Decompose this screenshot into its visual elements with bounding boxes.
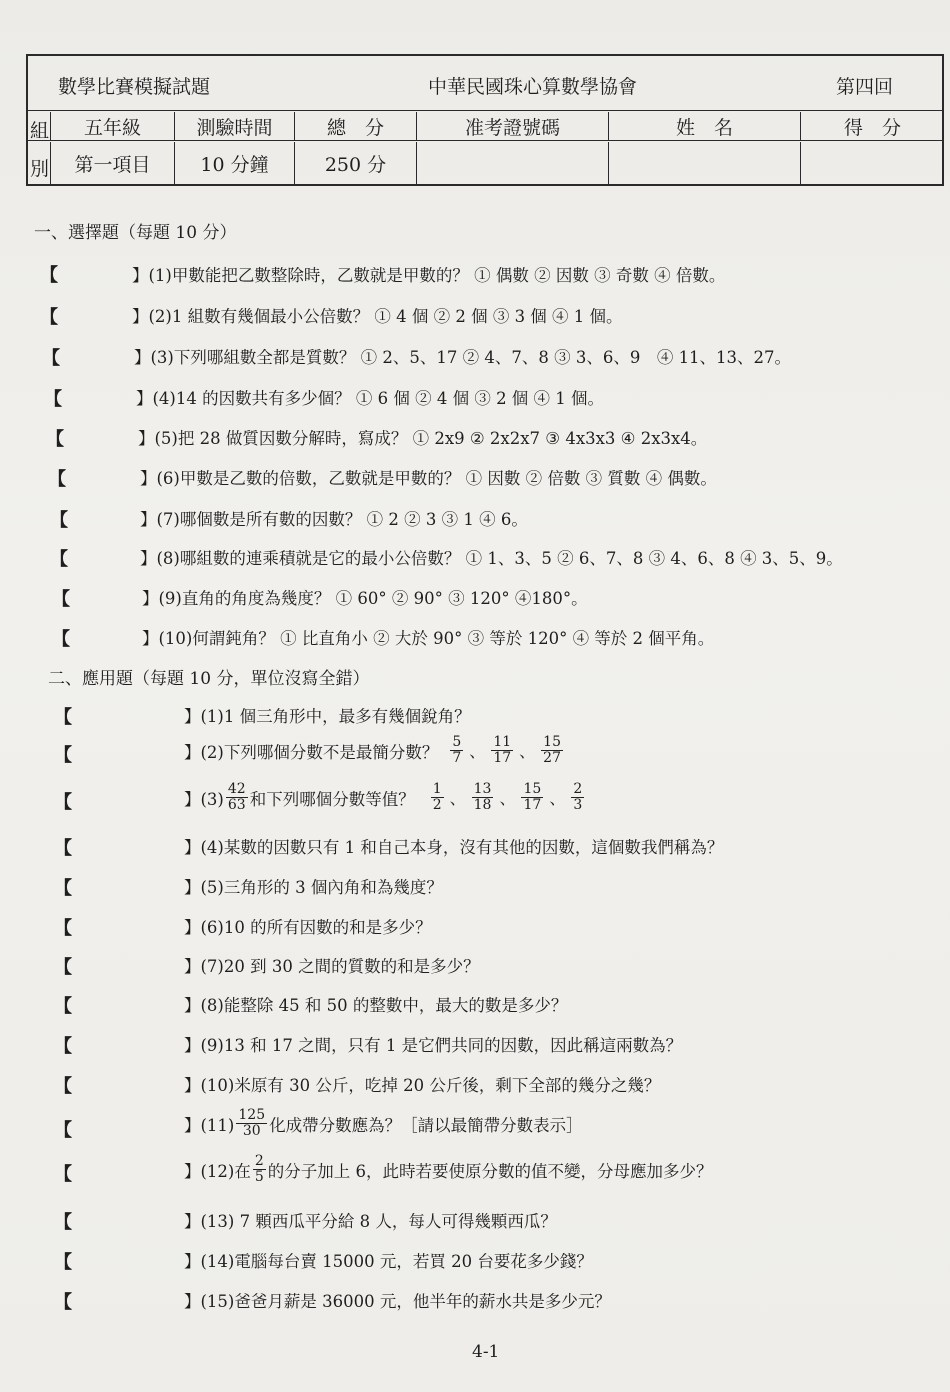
answer-bracket[interactable]: 【 [46, 429, 64, 450]
section2-title: 二、應用題（每題 10 分，單位沒寫全錯） [48, 669, 370, 689]
answer-bracket[interactable]: 【 [48, 469, 66, 490]
choice-question-7: 】(7)哪個數是所有數的因數？ ① 2 ② 3 ③ 1 ④ 6。 [140, 510, 528, 529]
time-value-cell: 10 分鐘 [174, 142, 294, 184]
fraction: $\frac{42}{63}$ [227, 781, 246, 813]
answer-bracket[interactable]: 【 [54, 1036, 72, 1057]
fraction: $\frac{2}{3}$ [573, 781, 583, 813]
applied-question-13: 】(13) 7 顆西瓜平分給 8 人，每人可得幾顆西瓜？ [184, 1212, 557, 1231]
answer-bracket[interactable]: 【 [54, 1212, 72, 1233]
applied-question-9: 】(9)13 和 17 之間，只有 1 是它們共同的因數，因此稱這兩數為？ [184, 1036, 683, 1055]
answer-bracket[interactable]: 【 [40, 307, 58, 328]
answer-bracket[interactable]: 【 [54, 838, 72, 859]
choice-question-10: 】(10)何謂鈍角？ ① 比直角小 ② 大於 90° ③ 等於 120° ④ 等於 2 個平角。 [142, 629, 715, 648]
choice-question-2: 】(2)1 組數有幾個最小公倍數？ ① 4 個 ② 2 個 ③ 3 個 ④ 1 個。 [132, 307, 623, 326]
applied-question-10: 】(10)米原有 30 公斤，吃掉 20 公斤後，剩下全部的幾分之幾？ [184, 1076, 661, 1095]
fraction: $\frac{15}{17}$ [523, 781, 542, 813]
choice-question-8: 】(8)哪組數的連乘積就是它的最小公倍數？ ① 1、3、5 ② 6、7、8 ③ 4、6、8 ④ 3、5、9。 [140, 549, 843, 568]
applied-question-5: 】(5)三角形的 3 個內角和為幾度？ [184, 878, 443, 897]
exam-id-label-cell: 准考證號碼 [416, 112, 608, 140]
fraction: $\frac{5}{7}$ [452, 734, 462, 766]
item-cell: 第一項目 [50, 142, 174, 184]
answer-bracket[interactable]: 【 [54, 707, 72, 728]
time-label-cell: 測驗時間 [174, 112, 294, 140]
answer-bracket[interactable]: 【 [54, 1076, 72, 1097]
section1-title: 一、選擇題（每題 10 分） [34, 223, 237, 243]
score-label-cell: 得 分 [800, 112, 944, 140]
answer-bracket[interactable]: 【 [54, 745, 72, 766]
group-label: 組 別 [30, 120, 50, 180]
applied-question-3: 】(3) $\frac{42}{63}$ 和下列哪個分數等值？ $\frac{1}{2}$ 、 $\frac{13}{18}$ 、 $\frac{15}{17}$ 、 $\frac{2}{3}$ [184, 781, 583, 813]
choice-question-6: 】(6)甲數是乙數的倍數，乙數就是甲數的？ ① 因數 ② 倍數 ③ 質數 ④ 偶數。 [140, 469, 717, 488]
answer-bracket[interactable]: 【 [54, 996, 72, 1017]
answer-bracket[interactable]: 【 [44, 389, 62, 410]
round-label: 第四回 [836, 76, 894, 98]
choice-question-9: 】(9)直角的角度為幾度？ ① 60° ② 90° ③ 120° ④180°。 [142, 589, 588, 608]
answer-bracket[interactable]: 【 [50, 510, 68, 531]
choice-question-3: 】(3)下列哪組數全都是質數？ ① 2、5、17 ② 4、7、8 ③ 3、6、9 ④ 11、13、27。 [134, 348, 792, 367]
fraction: $\frac{2}{5}$ [254, 1153, 264, 1185]
answer-bracket[interactable]: 【 [54, 957, 72, 978]
header-table [26, 54, 944, 186]
answer-bracket[interactable]: 【 [54, 878, 72, 899]
name-field[interactable] [608, 142, 800, 184]
applied-question-14: 】(14)電腦每台賣 15000 元，若買 20 台要花多少錢？ [184, 1252, 593, 1271]
applied-question-12: 】(12)在 $\frac{2}{5}$ 的分子加上 6，此時若要使原分數的值不變，分母應加多少？ [184, 1153, 713, 1185]
answer-bracket[interactable]: 【 [40, 265, 58, 286]
fraction: $\frac{11}{17}$ [493, 734, 512, 766]
association-name: 中華民國珠心算數學協會 [428, 76, 638, 98]
total-label-cell: 總 分 [294, 112, 416, 140]
answer-bracket[interactable]: 【 [54, 1120, 72, 1141]
grade-cell: 五年級 [50, 112, 174, 140]
answer-bracket[interactable]: 【 [52, 629, 70, 650]
header-row-labels [28, 112, 942, 141]
header-row-values [28, 142, 942, 184]
fraction: $\frac{15}{27}$ [543, 734, 561, 766]
score-field[interactable] [800, 142, 944, 184]
fraction: $\frac{125}{30}$ [238, 1107, 266, 1139]
total-value-cell: 250 分 [294, 142, 416, 184]
applied-question-11: 】(11) $\frac{125}{30}$ 化成帶分數應為？［請以最簡帶分數表示］ [184, 1107, 583, 1139]
answer-bracket[interactable]: 【 [54, 918, 72, 939]
applied-question-7: 】(7)20 到 30 之間的質數的和是多少？ [184, 957, 480, 976]
applied-question-8: 】(8)能整除 45 和 50 的整數中，最大的數是多少？ [184, 996, 568, 1015]
applied-question-1: 】(1)1 個三角形中，最多有幾個銳角？ [184, 707, 471, 726]
choice-question-1: 】(1)甲數能把乙數整除時，乙數就是甲數的？ ① 偶數 ② 因數 ③ 奇數 ④ 倍數。 [132, 266, 726, 285]
exam-title: 數學比賽模擬試題 [58, 76, 211, 98]
header-title-row [28, 56, 942, 111]
choice-question-5: 】(5)把 28 做質因數分解時，寫成？ ① 2x9 ② 2x2x7 ③ 4x3x3 ④ 2x3x4。 [138, 429, 708, 448]
choice-question-4: 】(4)14 的因數共有多少個？ ① 6 個 ② 4 個 ③ 2 個 ④ 1 個。 [136, 389, 605, 408]
applied-question-4: 】(4)某數的因數只有 1 和自己本身，沒有其他的因數，這個數我們稱為？ [184, 838, 724, 857]
answer-bracket[interactable]: 【 [54, 1292, 72, 1313]
answer-bracket[interactable]: 【 [54, 1252, 72, 1273]
answer-bracket[interactable]: 【 [42, 348, 60, 369]
applied-question-6: 】(6)10 的所有因數的和是多少？ [184, 918, 432, 937]
answer-bracket[interactable]: 【 [54, 1164, 72, 1185]
answer-bracket[interactable]: 【 [50, 549, 68, 570]
page-number: 4-1 [472, 1342, 500, 1362]
fraction: $\frac{13}{18}$ [473, 781, 492, 813]
applied-question-15: 】(15)爸爸月薪是 36000 元，他半年的薪水共是多少元？ [184, 1292, 611, 1311]
answer-bracket[interactable]: 【 [52, 589, 70, 610]
name-label-cell: 姓 名 [608, 112, 800, 140]
applied-question-2: 】(2)下列哪個分數不是最簡分數？ $\frac{5}{7}$ 、 $\frac{11}{17}$ 、 $\frac{15}{27}$ [184, 734, 561, 766]
exam-id-field[interactable] [416, 142, 608, 184]
fraction: $\frac{1}{2}$ [432, 781, 442, 813]
answer-bracket[interactable]: 【 [54, 792, 72, 813]
